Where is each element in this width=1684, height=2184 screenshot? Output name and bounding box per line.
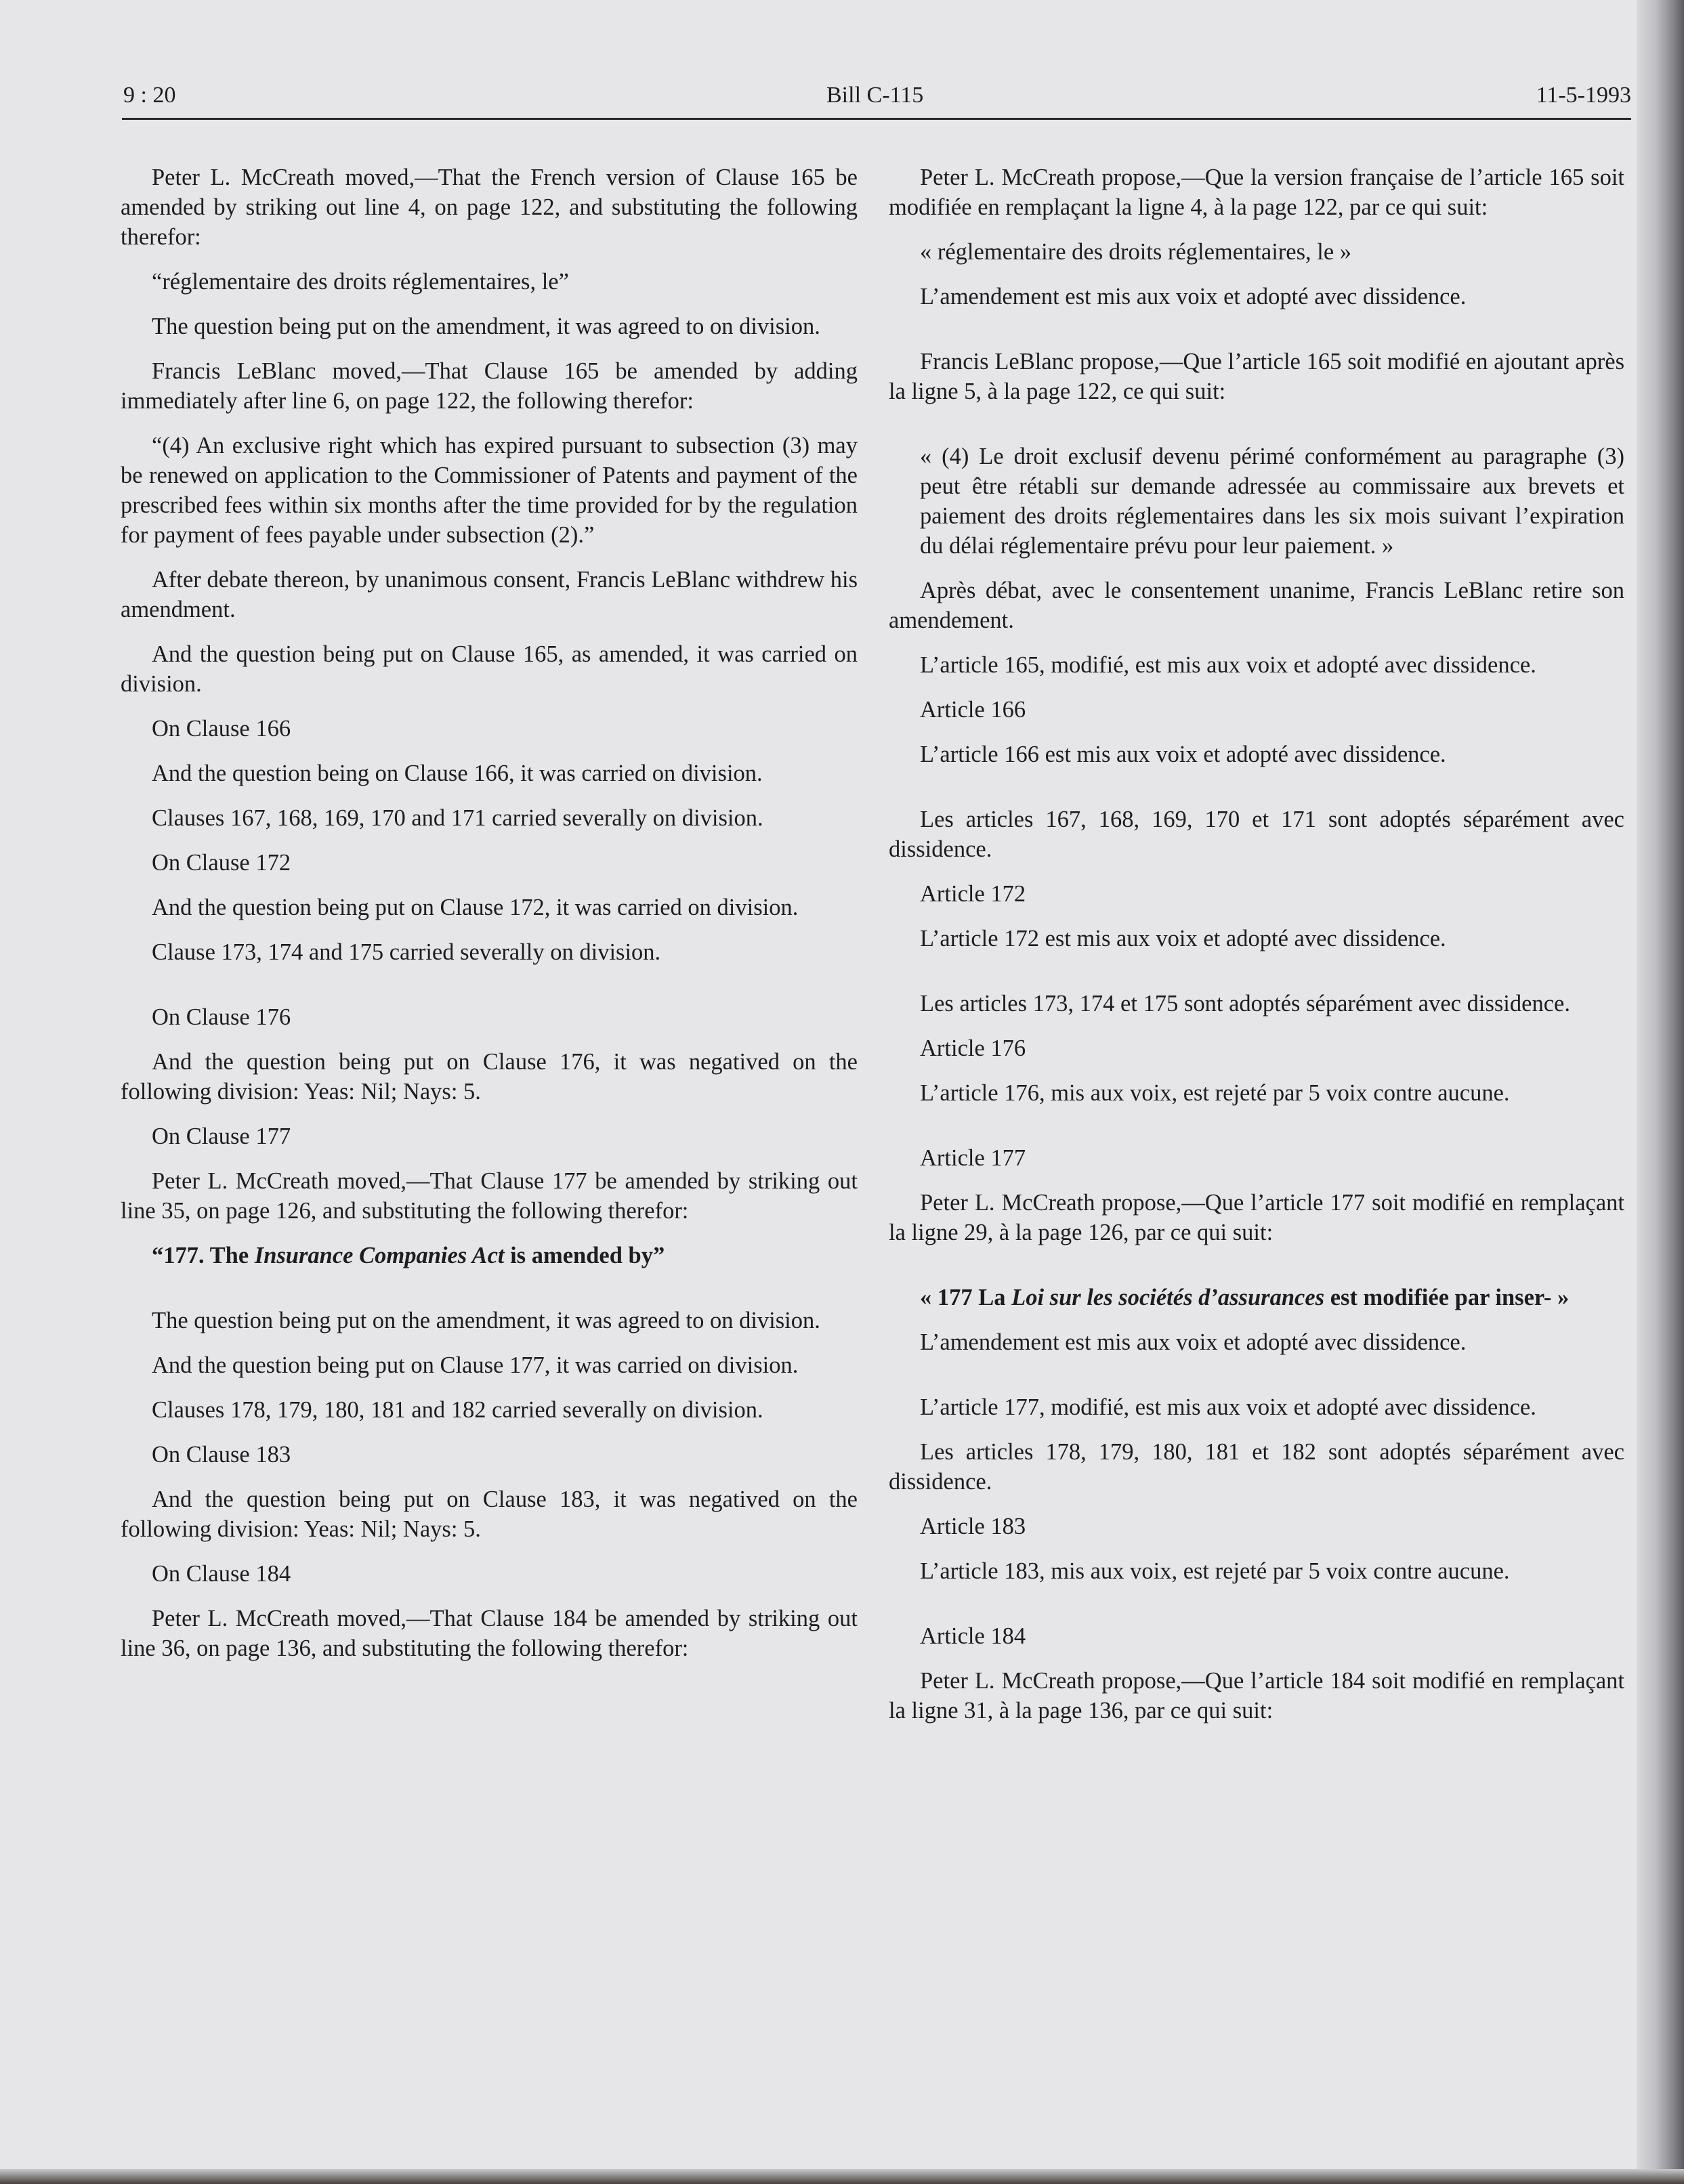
quoted-text: « (4) Le droit exclusif devenu périmé conformément au paragraphe (3) peut être rétabli sur demande adressée au commissaire aux brevets et paiement des droits réglementaires dans les six mois suivant l’expiration du délai réglementaire prévu pour leur paiement. » xyxy=(920,444,1624,559)
clause-heading: On Clause 176 xyxy=(152,1004,291,1030)
quoted-text: « réglementaire des droits réglementaires, le » xyxy=(920,239,1352,265)
paragraph: The question being put on the amendment, it was agreed to on division. xyxy=(152,1308,820,1333)
clause-heading: Article 176 xyxy=(920,1035,1026,1061)
paragraph: Francis LeBlanc moved,—That Clause 165 be amended by adding immediately after line 6, on page 122, the following therefor: xyxy=(121,358,858,414)
paragraph: And the question being on Clause 166, it was carried on division. xyxy=(152,761,763,786)
paragraph: L’amendement est mis aux voix et adopté avec dissidence. xyxy=(920,284,1467,309)
quoted-text: “réglementaire des droits réglementaires, le” xyxy=(152,269,569,295)
clause-heading: On Clause 183 xyxy=(152,1442,291,1468)
paragraph: Peter L. McCreath propose,—Que la version française de l’article 165 soit modifiée en remplaçant la ligne 4, à la page 122, par ce qui suit: xyxy=(889,165,1624,220)
paragraph: L’article 165, modifié, est mis aux voix et adopté avec dissidence. xyxy=(920,652,1536,678)
clause-heading: On Clause 166 xyxy=(152,716,291,742)
clause-heading: On Clause 172 xyxy=(152,850,291,876)
paragraph: Peter L. McCreath moved,—That Clause 177 be amended by striking out line 35, on page 126, and substituting the following therefor: xyxy=(121,1168,858,1224)
clause-heading: Article 183 xyxy=(920,1514,1026,1539)
page-date: 11-5-1993 xyxy=(1536,83,1631,108)
quoted-text: « 177 La Loi sur les sociétés d’assurances est modifiée par inser- » xyxy=(920,1285,1570,1310)
clause-heading: On Clause 184 xyxy=(152,1561,291,1587)
paragraph: And the question being put on Clause 176, it was negatived on the following division: Yeas: Nil; Nays: 5. xyxy=(121,1049,858,1105)
paragraph: And the question being put on Clause 183, it was negatived on the following division: Yeas: Nil; Nays: 5. xyxy=(121,1486,858,1542)
quoted-text: “177. The Insurance Companies Act is amended by” xyxy=(152,1243,665,1268)
page-bottom-edge xyxy=(0,2169,1684,2184)
paragraph: Les articles 178, 179, 180, 181 et 182 sont adoptés séparément avec dissidence. xyxy=(889,1439,1624,1495)
paragraph: L’article 177, modifié, est mis aux voix et adopté avec dissidence. xyxy=(920,1394,1536,1420)
paragraph: L’amendement est mis aux voix et adopté avec dissidence. xyxy=(920,1329,1467,1355)
paragraph: L’article 172 est mis aux voix et adopté avec dissidence. xyxy=(920,926,1446,951)
paragraph: Clauses 167, 168, 169, 170 and 171 carried severally on division. xyxy=(152,805,763,831)
paragraph: And the question being put on Clause 172, it was carried on division. xyxy=(152,895,799,920)
english-column xyxy=(121,163,858,1678)
paragraph: Après débat, avec le consentement unanime, Francis LeBlanc retire son amendement. xyxy=(889,578,1624,633)
clause-heading: Article 172 xyxy=(920,881,1026,907)
clause-heading: On Clause 177 xyxy=(152,1123,291,1149)
paragraph: Peter L. McCreath propose,—Que l’article 184 soit modifié en remplaçant la ligne 31, à la page 136, par ce qui suit: xyxy=(889,1668,1624,1723)
paragraph: The question being put on the amendment, it was agreed to on division. xyxy=(152,314,820,339)
paragraph: Francis LeBlanc propose,—Que l’article 165 soit modifié en ajoutant après la ligne 5, à la page 122, ce qui suit: xyxy=(889,349,1624,404)
paragraph: L’article 176, mis aux voix, est rejeté par 5 voix contre aucune. xyxy=(920,1080,1510,1106)
paragraph: Clauses 178, 179, 180, 181 and 182 carried severally on division. xyxy=(152,1397,763,1423)
clause-heading: Article 184 xyxy=(920,1623,1026,1649)
clause-heading: Article 166 xyxy=(920,697,1026,723)
paragraph: L’article 166 est mis aux voix et adopté avec dissidence. xyxy=(920,742,1446,767)
bill-title: Bill C-115 xyxy=(826,83,924,108)
page-binding-edge xyxy=(1637,0,1684,2184)
paragraph: Peter L. McCreath moved,—That Clause 184 be amended by striking out line 36, on page 136, and substituting the following therefor: xyxy=(121,1606,858,1661)
paragraph: Peter L. McCreath propose,—Que l’article 177 soit modifié en remplaçant la ligne 29, à la page 126, par ce qui suit: xyxy=(889,1190,1624,1245)
paragraph: And the question being put on Clause 165, as amended, it was carried on division. xyxy=(121,641,858,697)
quoted-text: “(4) An exclusive right which has expired pursuant to subsection (3) may be renewed on application to the Commissioner of Patents and payment of the prescribed fees within six months after the time provided for by the regulation for payment of fees payable under subsection (2).” xyxy=(121,433,858,548)
clause-heading: Article 177 xyxy=(920,1145,1026,1171)
page-number: 9 : 20 xyxy=(123,83,176,108)
paragraph: Les articles 173, 174 et 175 sont adoptés séparément avec dissidence. xyxy=(920,991,1570,1016)
paragraph: L’article 183, mis aux voix, est rejeté par 5 voix contre aucune. xyxy=(920,1558,1510,1584)
paragraph: Clause 173, 174 and 175 carried severally on division. xyxy=(152,939,661,965)
french-column xyxy=(889,163,1624,1740)
paragraph: After debate thereon, by unanimous consent, Francis LeBlanc withdrew his amendment. xyxy=(121,567,858,622)
paragraph: Peter L. McCreath moved,—That the French version of Clause 165 be amended by striking out line 4, on page 122, and substituting the following therefor: xyxy=(121,165,858,250)
paragraph: And the question being put on Clause 177, it was carried on division. xyxy=(152,1352,799,1378)
page-header xyxy=(122,80,1631,120)
paragraph: Les articles 167, 168, 169, 170 et 171 sont adoptés séparément avec dissidence. xyxy=(889,807,1624,862)
